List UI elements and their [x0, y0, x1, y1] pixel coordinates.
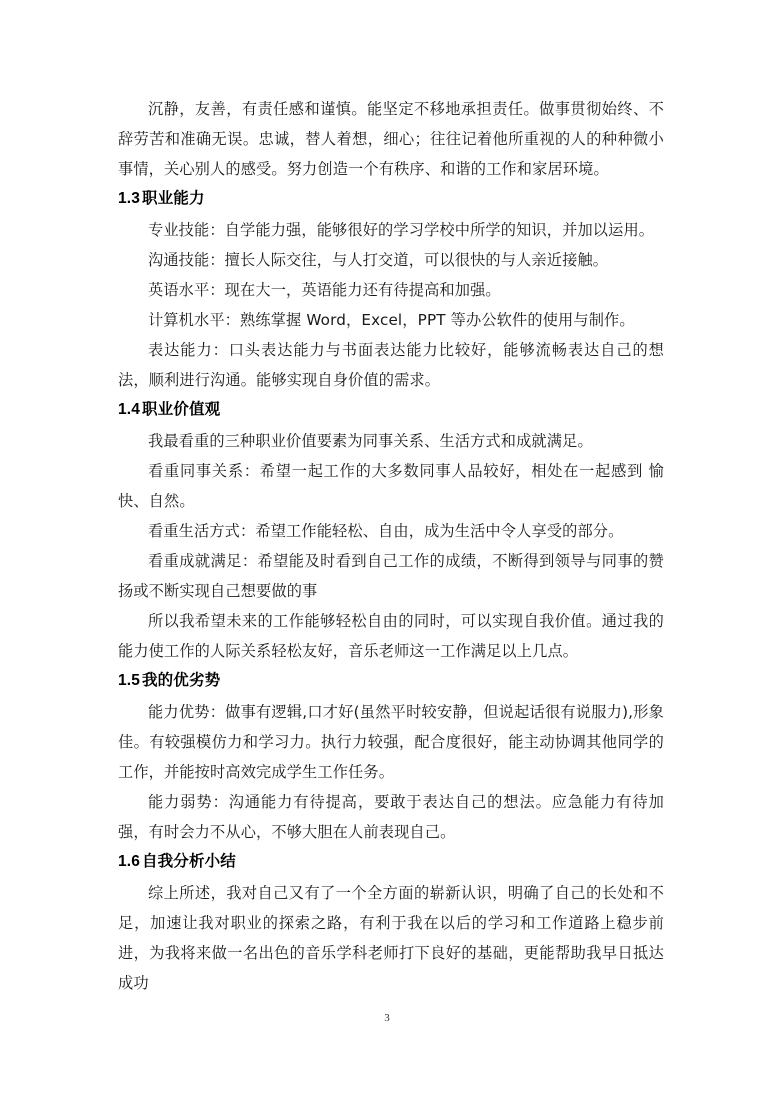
paragraph: 计算机水平：熟练掌握 Word，Excel，PPT 等办公软件的使用与制作。: [148, 311, 635, 329]
section-title: 我的优劣势: [142, 672, 221, 689]
section-heading-1-5: [118, 666, 664, 697]
paragraph: 专业技能：自学能力强，能够很好的学习学校中所学的知识，并加以运用。: [148, 221, 655, 239]
section-heading-1-3: [118, 184, 664, 215]
paragraph: 我最看重的三种职业价值要素为同事关系、生活方式和成就满足。: [148, 432, 593, 450]
section-number: 1.6: [118, 853, 140, 870]
intro-paragraph: 沉静，友善，有责任感和谨慎。能坚定不移地承担责任。做事贯彻始终、不辞劳苦和准确无误。忠诚，替人着想，细心；往往记着他所重视的人的种种微小事情，关心别人的感受。努力创造一个有秩序、和谐的工作和家居环境。: [118, 100, 664, 178]
paragraph: 表达能力：口头表达能力与书面表达能力比较好，能够流畅表达自己的想法，顺利进行沟通。能够实现自身价值的需求。: [118, 341, 664, 389]
paragraph: 看重同事关系：希望一起工作的大多数同事人品较好，相处在一起感到 愉快、自然。: [118, 462, 664, 510]
section-number: 1.4: [118, 401, 140, 418]
paragraph: 看重生活方式：希望工作能轻松、自由，成为生活中令人享受的部分。: [148, 522, 624, 540]
paragraph: 综上所述，我对自己又有了一个全方面的崭新认识，明确了自己的长处和不足，加速让我对职业的探索之路，有利于我在以后的学习和工作道路上稳步前进，为我将来做一名出色的音乐学科老师打下良好的基础，更能帮助我早日抵达成功: [118, 884, 664, 992]
section-title: 自我分析小结: [142, 853, 236, 870]
paragraph: 所以我希望未来的工作能够轻松自由的同时，可以实现自我价值。通过我的能力使工作的人际关系轻松友好，音乐老师这一工作满足以上几点。: [118, 612, 664, 660]
document-body: [118, 94, 664, 998]
section-number: 1.5: [118, 672, 140, 689]
paragraph: 能力优势：做事有逻辑,口才好(虽然平时较安静，但说起话很有说服力),形象佳。有较强模仿力和学习力。执行力较强，配合度很好，能主动协调其他同学的工作，并能按时高效完成学生工作任务。: [118, 703, 664, 781]
page-number: 3: [384, 1012, 390, 1024]
section-number: 1.3: [118, 190, 140, 207]
section-title: 职业价值观: [142, 401, 221, 418]
paragraph: 看重成就满足：希望能及时看到自己工作的成绩，不断得到领导与同事的赞扬或不断实现自己想要做的事: [118, 552, 664, 600]
section-heading-1-6: [118, 847, 664, 878]
paragraph: 能力弱势：沟通能力有待提高，要敢于表达自己的想法。应急能力有待加强，有时会力不从心，不够大胆在人前表现自己。: [118, 793, 664, 841]
paragraph: 沟通技能：擅长人际交往，与人打交道，可以很快的与人亲近接触。: [148, 251, 609, 269]
section-title: 职业能力: [142, 190, 205, 207]
paragraph: 英语水平：现在大一，英语能力还有待提高和加强。: [148, 281, 501, 299]
section-heading-1-4: [118, 395, 664, 426]
